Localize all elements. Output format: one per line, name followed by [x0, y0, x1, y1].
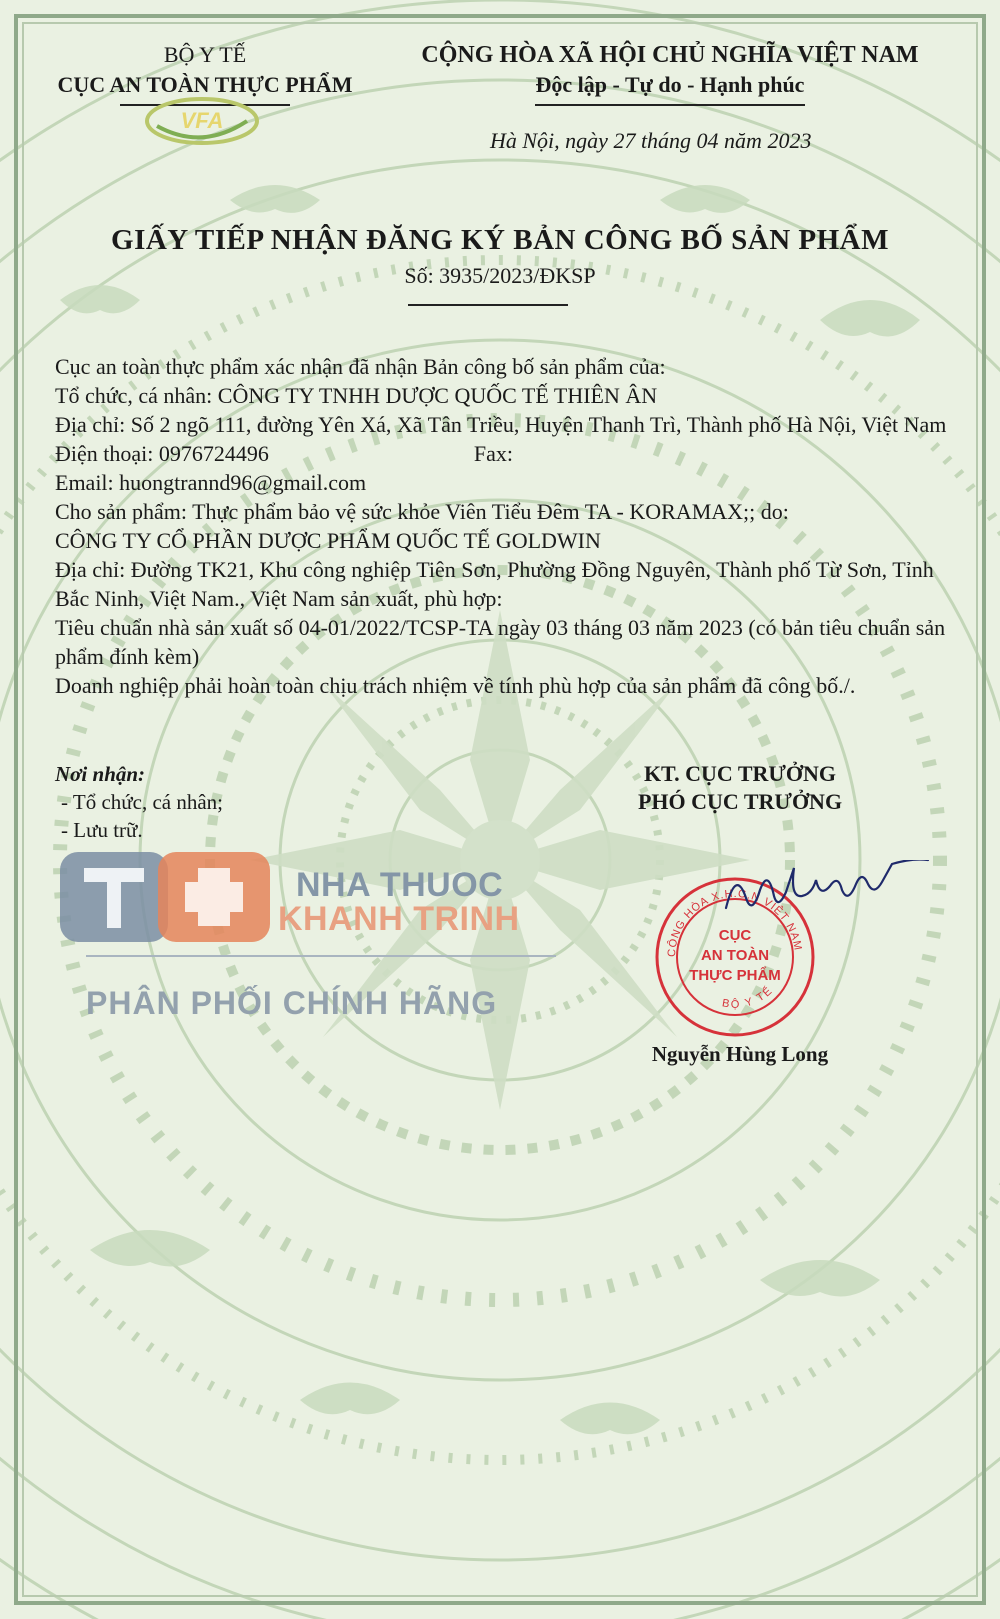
organization-line: Tổ chức, cá nhân: CÔNG TY TNHH DƯỢC QUỐC TẾ THIÊN ÂN	[55, 383, 658, 408]
department-name: CỤC AN TOÀN THỰC PHẨM	[57, 72, 353, 97]
document-title: GIẤY TIẾP NHẬN ĐĂNG KÝ BẢN CÔNG BỐ SẢN PHẨM	[111, 224, 889, 256]
manufacturer-line: CÔNG TY CỔ PHẦN DƯỢC PHẨM QUỐC TẾ GOLDWIN	[55, 528, 601, 553]
responsibility-line: Doanh nghiệp phải hoàn toàn chịu trách nhiệm về tính phù hợp của sản phẩm đã công bố./.	[55, 673, 856, 698]
national-header	[390, 40, 950, 106]
manufacturer-address: Địa chỉ: Đường TK21, Khu công nghiệp Tiên Sơn, Phường Đồng Nguyên, Thành phố Từ Sơn, Tỉnh Bắc Ninh, Việt Nam., Việt Nam sản xuất, phù hợp:	[55, 557, 934, 611]
signature-title-2: PHÓ CỤC TRƯỞNG	[637, 789, 843, 814]
stamp-center-line: AN TOÀN	[700, 947, 770, 964]
handwritten-signature	[720, 860, 960, 920]
organization-address: Địa chỉ: Số 2 ngõ 111, đường Yên Xá, Xã Tân Triều, Huyện Thanh Trì, Thành phố Hà Nội, Việt Nam	[55, 412, 947, 437]
pharmacy-name-line1: NHA THUOC	[296, 866, 504, 904]
fax-number: Fax:	[473, 441, 513, 466]
vfa-logo-text: VFA	[180, 108, 224, 133]
stamp-bottom-text: BỘ Y TẾ	[721, 984, 776, 1011]
recipients-block	[55, 760, 223, 844]
recipient-item: - Lưu trữ.	[61, 818, 143, 842]
pharmacy-name-line2: KHANH TRINH	[278, 900, 520, 938]
email-line: Email: huongtrannd96@gmail.com	[55, 470, 367, 495]
recipients-label: Nơi nhận:	[55, 762, 146, 786]
national-motto: Độc lập - Tự do - Hạnh phúc	[535, 72, 805, 97]
signature-title-1: KT. CỤC TRƯỞNG	[643, 761, 837, 786]
issue-date: Hà Nội, ngày 27 tháng 04 năm 2023	[490, 128, 812, 153]
vfa-logo	[142, 96, 262, 146]
header-underline-right	[535, 104, 805, 106]
intro-line: Cục an toàn thực phẩm xác nhận đã nhận Bản công bố sản phẩm của:	[55, 354, 666, 379]
signer-name: Nguyễn Hùng Long	[651, 1042, 829, 1066]
recipient-item: - Tổ chức, cá nhân;	[61, 790, 224, 814]
stamp-center-line: CỤC	[718, 927, 752, 944]
standard-line: Tiêu chuẩn nhà sản xuất số 04-01/2022/TCSP-TA ngày 03 tháng 03 năm 2023 (có bản tiêu chuẩn sản phẩm đính kèm)	[55, 615, 946, 669]
document-body	[55, 352, 960, 700]
stamp-center-line: THỰC PHẨM	[689, 967, 781, 984]
pharmacy-logo-icon	[60, 852, 272, 942]
stamp-ring-text: CỘNG HÒA X.H.C.N VIỆT NAM	[665, 887, 804, 958]
pharmacy-divider	[86, 955, 556, 957]
product-line: Cho sản phẩm: Thực phẩm bảo vệ sức khỏe Viên Tiểu Đêm TA - KORAMAX;; do:	[55, 499, 789, 524]
phone-number: Điện thoại: 0976724496	[55, 441, 269, 466]
contact-line	[55, 439, 960, 468]
ministry-name: BỘ Y TẾ	[163, 42, 247, 67]
country-name: CỘNG HÒA XÃ HỘI CHỦ NGHĨA VIỆT NAM	[421, 42, 919, 68]
svg-text:BỘ Y TẾ	[721, 983, 776, 1010]
title-rule	[408, 304, 568, 306]
document-number: Số: 3935/2023/ĐKSP	[404, 263, 596, 288]
signature-block	[580, 760, 900, 816]
pharmacy-tagline: PHÂN PHỐI CHÍNH HÃNG	[86, 985, 498, 1021]
